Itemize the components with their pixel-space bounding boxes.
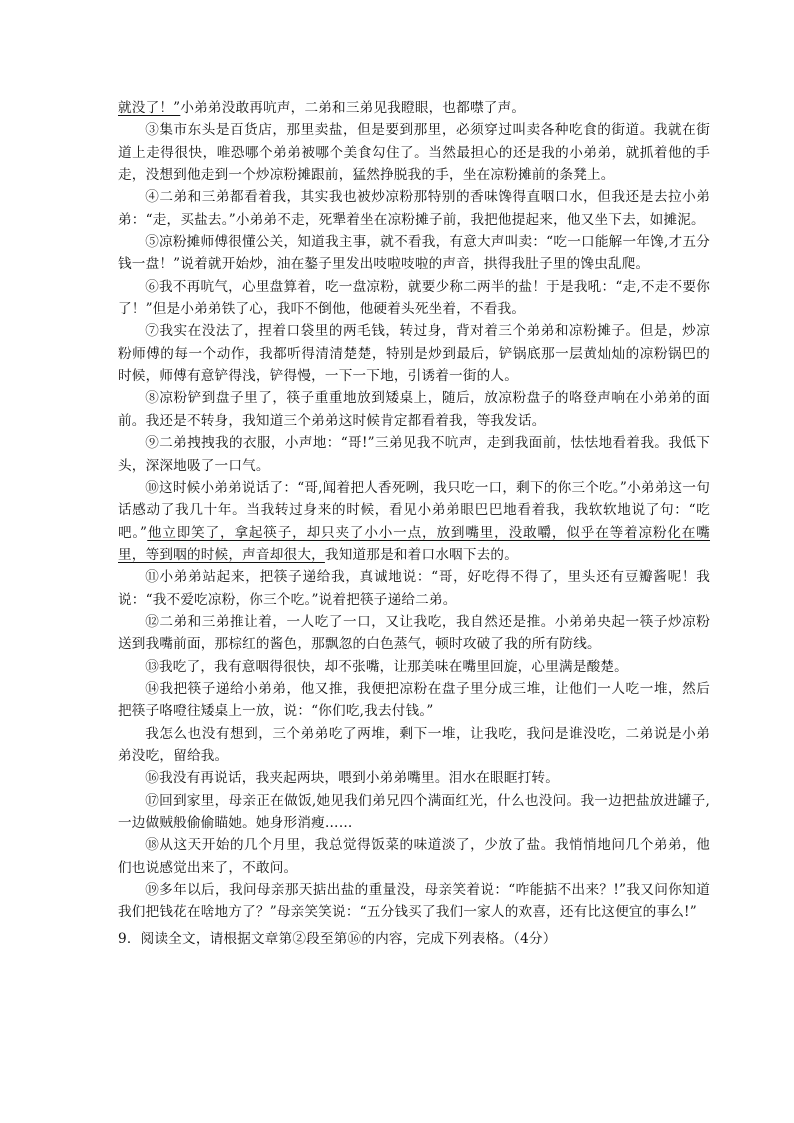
paragraph-text: ⑭我把筷子递给小弟弟，他又推，我便把凉粉在盘子里分成三堆，让他们一人吃一堆，然后把筷子咯噔往矮桌上一放，说：“你们吃,我去付钱。”	[118, 680, 710, 720]
paragraph-text: ⑥我不再吭气，心里盘算着，吃一盘凉粉，就要少称二两半的盐！于是我吼：“走,不走不要你了！”但是小弟弟铁了心，我吓不倒他，他硬着头死坐着，不看我。	[118, 278, 710, 318]
paragraph-text: ⑨二弟拽拽我的衣服，小声地：“哥!”三弟见我不吭声，走到我面前，怯怯地看着我。我低下头，深深地吸了一口气。	[118, 435, 710, 474]
paragraph-p9	[118, 432, 710, 477]
paragraph-text: ⑪小弟弟站起来，把筷子递给我，真诚地说：“哥，好吃得不得了，里头还有豆瓣酱呢！我说：“我不爱吃凉粉，你三个吃。”说着把筷子递给二弟。	[118, 569, 710, 608]
paragraph-p0	[118, 97, 710, 119]
paragraph-text: ④二弟和三弟都看着我，其实我也被炒凉粉那特别的香味馋得直咽口水，但我还是去拉小弟弟：“走，买盐去。”小弟弟不走，死犟着坐在凉粉摊子前，我把他提起来，他又坐下去，如摊泥。	[118, 189, 710, 228]
underlined-text: 就没了！”	[118, 100, 181, 116]
paragraph-text: ⑱从这天开始的几个月里，我总觉得饭菜的味道淡了，少放了盐。我悄悄地问几个弟弟，他们也说感觉出来了，不敢问。	[118, 837, 710, 876]
paragraph-text: ⑯我没有再说话，我夹起两块，喂到小弟弟嘴里。泪水在眼眶打转。	[145, 770, 559, 787]
underlined-text: 他立即笑了，拿起筷子，却只夹了小小一点，放到嘴里，没敢嚼，似乎在等着凉粉化在嘴里，等到咽的时候，声音却很大，	[118, 524, 711, 563]
paragraph-text: ⑦我实在没法了，捏着口袋里的两毛钱，转过身，背对着三个弟弟和凉粉摊子。但是，炒凉粉师傅的每一个动作，我都听得清清楚楚，特别是炒到最后，铲锅底那一层黄灿灿的凉粉锅巴的时候，师傅有意铲得浅，铲得慢，一下一下地，引诱着一街的人。	[118, 323, 710, 385]
paragraph-text: ③集市东头是百货店，那里卖盐，但是要到那里，必须穿过叫卖各种吃食的街道。我就在街道上走得很快，唯恐哪个弟弟被哪个美食勾住了。当然最担心的还是我的小弟弟，就抓着他的手走，没想到他走到一个炒凉粉摊跟前，猛然挣脱我的手，坐在凉粉摊前的条凳上。	[118, 122, 710, 184]
paragraph-text: ⑧凉粉铲到盘子里了，筷子重重地放到矮桌上，随后，放凉粉盘子的咯登声响在小弟弟的面前。我还是不转身，我知道三个弟弟这时候肯定都看着我，等我发话。	[118, 390, 710, 429]
paragraph-text: ⑰回到家里，母亲正在做饭,她见我们弟兄四个满面红光，什么也没问。我一边把盐放进罐子,一边做贼般偷偷瞄她。她身形消瘦……	[118, 792, 710, 831]
paragraph-text: 我知道那是和着口水咽下去的。	[324, 546, 519, 563]
paragraph-p14	[118, 678, 710, 723]
paragraph-p16	[118, 767, 710, 789]
paragraph-p4	[118, 186, 710, 231]
paragraph-p18	[118, 834, 710, 879]
paragraph-p15	[118, 723, 710, 768]
question-9: 9．阅读全文，请根据文章第②段至第⑯的内容，完成下列表格。（4分）	[118, 930, 557, 947]
article-body	[118, 97, 710, 950]
paragraph-text: 我怎么也没有想到，三个弟弟吃了两堆，剩下一堆，让我吃，我问是谁没吃，二弟说是小弟弟没吃，留给我。	[118, 725, 710, 764]
paragraph-text: ⑩这时候小弟弟说话了：“哥,闻着把人香死咧，我只吃一口，剩下的你三个吃。”小弟弟这一句话感动了我几十年。当我转过身来的时候，看见小弟弟眼巴巴地看着我，我软软地说了句：“吃吧。”	[118, 479, 710, 541]
paragraph-text: 小弟弟没敢再吭声，二弟和三弟见我瞪眼，也都噤了声。	[180, 100, 526, 116]
paragraph-p7	[118, 320, 710, 387]
paragraph-text: ⑲多年以后，我问母亲那天掂出盐的重量没，母亲笑着说：“咋能掂不出来？!”我又问你知道我们把钱花在啥地方了？”母亲笑笑说：“五分钱买了我们一家人的欢喜，还有比这便宜的事么!”	[118, 882, 710, 921]
paragraph-text: ⑬我吃了，我有意咽得很快，却不张嘴，让那美味在嘴里回旋，心里满是酸楚。	[145, 658, 628, 675]
paragraph-p17	[118, 790, 710, 835]
paragraph-p10	[118, 477, 710, 566]
paragraph-p8	[118, 387, 710, 432]
paragraph-p13	[118, 656, 710, 678]
paragraph-p12	[118, 611, 710, 656]
paragraph-p5	[118, 231, 710, 276]
paragraph-text: ⑫二弟和三弟推让着，一人吃了一口，又让我吃，我自然还是推。小弟弟央起一筷子炒凉粉送到我嘴前面，那棕红的酱色，那飘忽的白色蒸气，顿时攻破了我的所有防线。	[118, 613, 710, 653]
paragraph-p19	[118, 879, 710, 924]
paragraph-text: ⑤凉粉摊师傅很懂公关，知道我主事，就不看我，有意大声叫卖：“吃一口能解一年馋,才五分钱一盘！”说着就开始炒，油在鏊子里发出吱啦吱啦的声音，拱得我肚子里的馋虫乱爬。	[118, 234, 710, 273]
paragraph-p3	[118, 119, 710, 186]
paragraph-p6	[118, 276, 710, 321]
paragraph-p11	[118, 566, 710, 611]
